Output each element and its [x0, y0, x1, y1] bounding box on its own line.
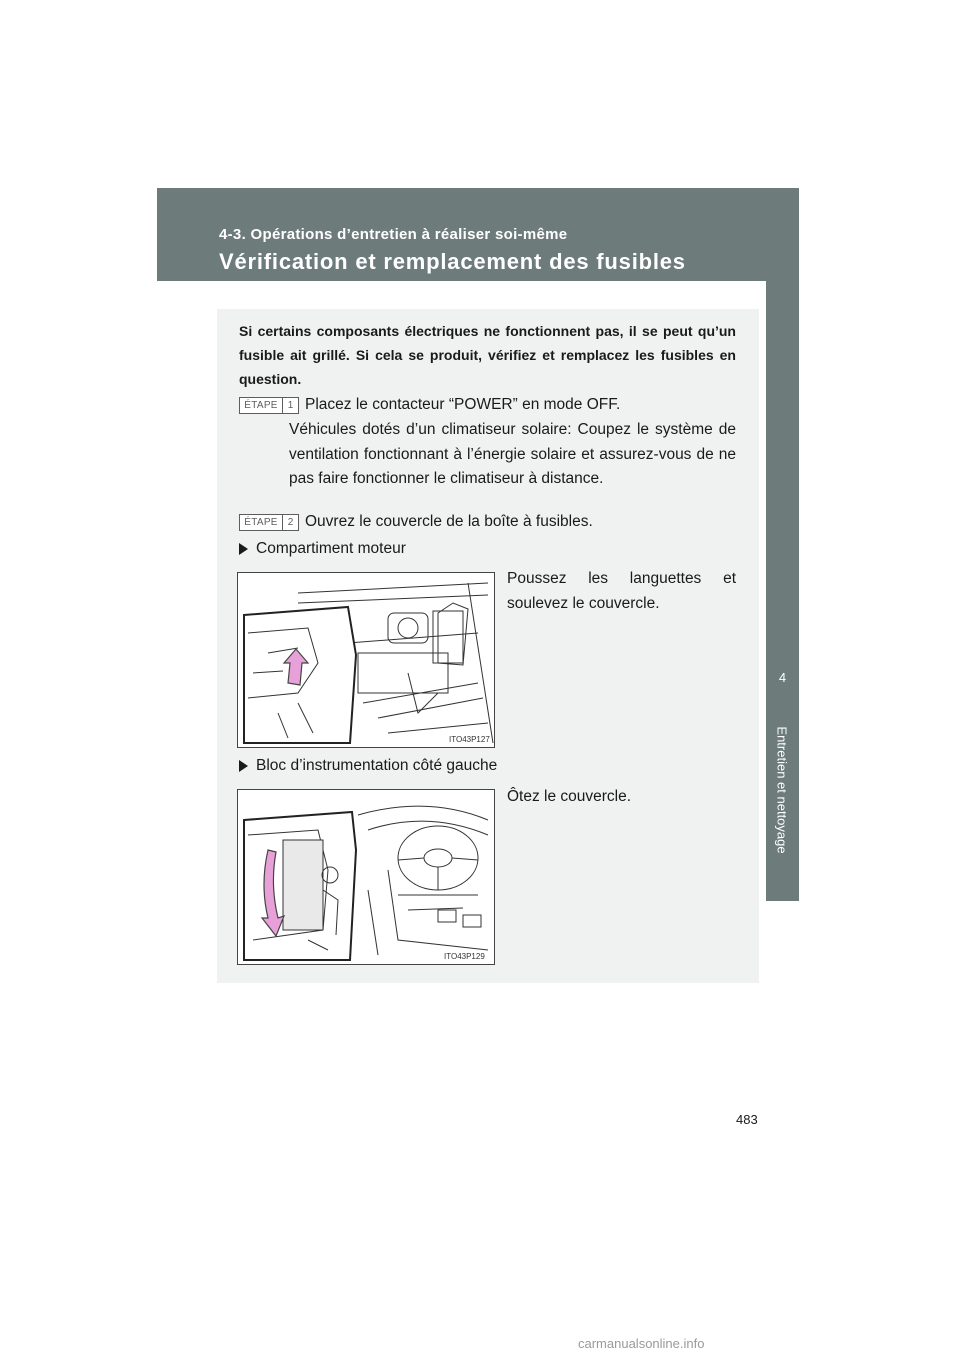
section-heading: Compartiment moteur	[256, 540, 406, 557]
bullet-instrument-panel	[239, 757, 497, 775]
step-1-text: Placez le contacteur “POWER” en mode OFF.	[305, 396, 621, 413]
section-label: 4-3. Opérations d’entretien à réaliser soi-même	[219, 226, 568, 243]
step-1-badge	[239, 397, 299, 414]
page-number: 483	[736, 1112, 758, 1127]
instrument-panel-illustration	[238, 790, 494, 964]
chapter-number: 4	[778, 670, 787, 685]
figure-id-caption: ITO43P129	[444, 952, 485, 961]
step-badge-label: ÉTAPE	[244, 400, 278, 411]
engine-fuse-box-figure	[237, 572, 495, 748]
section-heading: Bloc d’instrumentation côté gauche	[256, 757, 498, 774]
step-2-text: Ouvrez le couvercle de la boîte à fusibles.	[305, 513, 593, 530]
engine-compartment-illustration	[238, 573, 494, 747]
engine-instruction: Poussez les languettes et soulevez le couvercle.	[507, 570, 736, 612]
step-badge-label: ÉTAPE	[244, 517, 278, 528]
triangle-bullet-icon	[239, 543, 248, 555]
step-badge-number: 2	[282, 515, 298, 530]
step-1-detail: Véhicules dotés d’un climatiseur solaire: Coupez le système de ventilation fonctionnant à l’énergie solaire et assurez-vous de ne pas faire fonctionner le climatiseur à distance.	[289, 421, 736, 487]
watermark: carmanualsonline.info	[578, 1336, 705, 1351]
figure-id-caption: ITO43P127	[449, 735, 490, 744]
instrument-panel-fuse-figure	[237, 789, 495, 965]
page-title: Vérification et remplacement des fusibles	[219, 249, 686, 274]
step-2-badge	[239, 514, 299, 531]
instrument-panel-instruction: Ôtez le couvercle.	[507, 788, 632, 805]
intro-paragraph: Si certains composants électriques ne fonctionnent pas, il se peut qu’un fusible ait grillé. Si cela se produit, vérifiez et remplacez les fusibles en question.	[239, 323, 736, 387]
triangle-bullet-icon	[239, 760, 248, 772]
step-badge-number: 1	[282, 398, 298, 413]
bullet-engine-compartment	[239, 540, 406, 558]
chapter-label: Entretien et nettoyage	[774, 726, 790, 854]
